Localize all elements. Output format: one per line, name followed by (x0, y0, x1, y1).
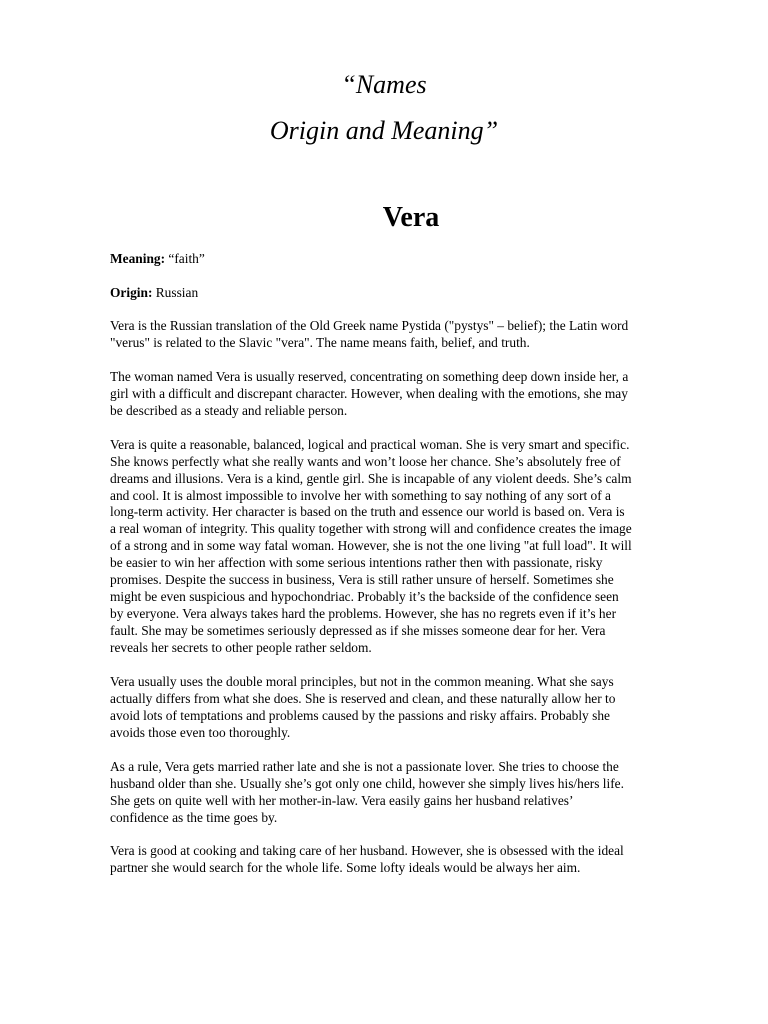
origin-field (110, 285, 198, 301)
meaning-value: “faith” (165, 251, 205, 266)
paragraph-line: confidence as the time goes by. (110, 809, 278, 825)
paragraph-line: "verus" is related to the Slavic "vera". The name means faith, belief, and truth. (110, 334, 530, 350)
body-paragraph (110, 674, 716, 742)
paragraph-line: of a strong and in some way fatal woman. However, she is not the one living "at full load". It will (110, 538, 632, 554)
body-paragraph (110, 369, 716, 420)
paragraph-line: fault. She may be sometimes seriously depressed as if she misses someone dear for her. Vera (110, 623, 606, 639)
document-title-line-1: “Names (341, 70, 427, 99)
paragraph-line: She gets on quite well with her mother-in-law. Vera easily gains her husband relatives’ (110, 792, 574, 808)
paragraph-line: by everyone. Vera always takes hard the problems. However, she has no regrets even if it’s her (110, 606, 617, 622)
name-heading: Vera (382, 202, 440, 233)
paragraph-line: husband older than she. Usually she’s got only one child, however she simply lives his/hers life. (110, 775, 624, 791)
paragraph-line: actually differs from what she does. She is reserved and clean, and these naturally allow her to (110, 690, 616, 706)
paragraph-line: be easier to win her affection with some serious intentions rather then with passionate, risky (110, 555, 603, 571)
paragraph-line: Vera is good at cooking and taking care of her husband. However, she is obsessed with the ideal (110, 843, 624, 859)
paragraph-line: She knows perfectly what she really wants and won’t loose her chance. She’s absolutely free of (110, 453, 621, 469)
paragraph-line: Vera is the Russian translation of the Old Greek name Pystida ("pystys" – belief); the Latin word (110, 318, 629, 333)
meaning-label: Meaning: (110, 251, 166, 266)
body-text (110, 318, 716, 894)
paragraph-line: avoids those even too thoroughly. (110, 724, 291, 740)
paragraph-line: long-term activity. Her character is based on the truth and essence our world is based on. Vera is (110, 504, 625, 520)
paragraph-line: girl with a difficult and discrepant character. However, when dealing with the emotions, she may (110, 385, 628, 401)
paragraph-line: partner she would search for the whole life. Some lofty ideals would be always her aim. (110, 860, 581, 876)
body-paragraph (110, 843, 716, 877)
body-paragraph (110, 437, 716, 657)
paragraph-line: dreams and illusions. Vera is a kind, gentle girl. She is incapable of any violent deeds. She’s calm (110, 470, 632, 486)
paragraph-line: reveals her secrets to other people rather seldom. (110, 640, 372, 656)
paragraph-line: promises. Despite the success in business, Vera is still rather unsure of herself. Sometimes she (110, 572, 614, 588)
body-paragraph (110, 759, 716, 827)
paragraph-line: a real woman of integrity. This quality together with strong will and confidence creates the image (110, 521, 632, 537)
paragraph-line: As a rule, Vera gets married rather late and she is not a passionate lover. She tries to choose the (110, 758, 619, 774)
paragraph-line: The woman named Vera is usually reserved, concentrating on something deep down inside her, a (110, 368, 629, 384)
paragraph-line: and cool. It is almost impossible to involve her with something to say nothing of any sort of a (110, 487, 611, 503)
document-title-line-2: Origin and Meaning” (269, 116, 499, 145)
body-paragraph (110, 318, 716, 352)
meaning-field (110, 251, 205, 267)
paragraph-line: might be even suspicious and hypochondriac. Probably it’s the backside of the confidence seen (110, 589, 619, 605)
paragraph-line: Vera is quite a reasonable, balanced, logical and practical woman. She is very smart and specific. (110, 436, 630, 452)
origin-value: Russian (152, 285, 199, 300)
paragraph-line: be described as a steady and reliable person. (110, 402, 348, 418)
paragraph-line: Vera usually uses the double moral principles, but not in the common meaning. What she says (110, 673, 614, 689)
paragraph-line: avoid lots of temptations and problems caused by the passions and risky affairs. Probably she (110, 707, 610, 723)
origin-label: Origin: (110, 285, 153, 300)
